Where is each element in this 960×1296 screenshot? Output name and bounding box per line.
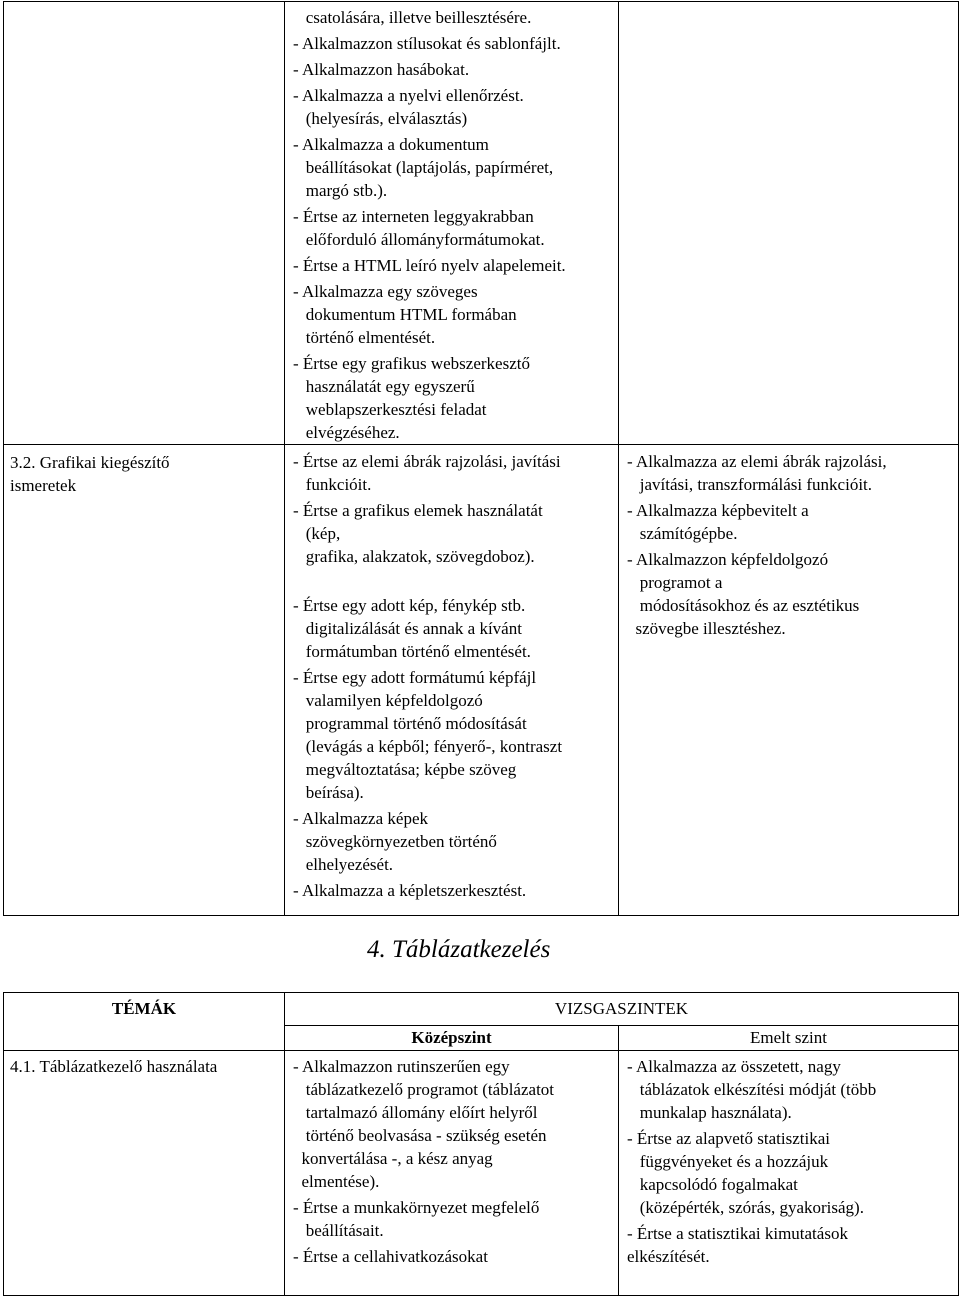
- header-levels-cell: [285, 993, 959, 1026]
- list-item: munkalap használata).: [627, 1103, 792, 1122]
- table-row: [4, 445, 959, 916]
- list-item: táblázatok elkészítési módját (több: [627, 1080, 877, 1099]
- list-item: - Értse egy adott formátumú képfájl: [293, 668, 537, 687]
- list-item: (helyesírás, elválasztás): [293, 109, 468, 128]
- list-item: - Értse az alapvető statisztikai: [627, 1129, 830, 1148]
- mid-level-list: [293, 1055, 612, 1268]
- topic-cell: [4, 1051, 285, 1296]
- header-adv: Emelt szint: [750, 1028, 827, 1047]
- adv-level-cell: [619, 1051, 959, 1296]
- adv-level-cell: [619, 445, 959, 916]
- curriculum-table-3: [3, 1, 959, 916]
- list-item: - Értse a HTML leíró nyelv alapelemeit.: [293, 256, 566, 275]
- adv-level-list: [627, 1055, 952, 1268]
- mid-level-list: [293, 6, 612, 444]
- list-item: - Alkalmazza képbevitelt a: [627, 501, 809, 520]
- list-item: beírása).: [293, 783, 364, 802]
- list-item: szövegbe illesztéshez.: [627, 619, 786, 638]
- list-item: beállításokat (laptájolás, papírméret,: [293, 158, 554, 177]
- list-item: módosításokhoz és az esztétikus: [627, 596, 860, 615]
- list-item: - Alkalmazza a képletszerkesztést.: [293, 881, 527, 900]
- mid-level-cell-top: [285, 2, 619, 445]
- list-item: (levágás a képből; fényerő-, kontraszt: [293, 737, 563, 756]
- list-item: konvertálása -, a kész anyag: [293, 1149, 493, 1168]
- list-item: formátumban történő elmentését.: [293, 642, 531, 661]
- list-item: - Alkalmazzon rutinszerűen egy: [293, 1057, 510, 1076]
- list-item: valamilyen képfeldolgozó: [293, 691, 483, 710]
- list-item: kapcsolódó fogalmakat: [627, 1175, 798, 1194]
- list-item: csatolására, illetve beillesztésére.: [293, 8, 532, 27]
- list-item: - Alkalmazzon képfeldolgozó: [627, 550, 829, 569]
- list-item: programot a: [627, 573, 723, 592]
- list-item: megváltoztatása; képbe szöveg: [293, 760, 517, 779]
- header-mid: Középszint: [411, 1028, 492, 1047]
- header-levels: VIZSGASZINTEK: [554, 999, 689, 1018]
- list-item: - Értse egy adott kép, fénykép stb.: [293, 596, 526, 615]
- mid-level-cell: [285, 445, 619, 916]
- list-item: - Értse a grafikus elemek használatát: [293, 501, 543, 520]
- list-item: - Értse egy grafikus webszerkesztő: [293, 354, 530, 373]
- header-topics-cell: [4, 993, 285, 1051]
- list-item: történő elmentését.: [293, 328, 436, 347]
- list-item: táblázatkezelő programot (táblázatot: [293, 1080, 555, 1099]
- header-adv-cell: [619, 1026, 959, 1051]
- mid-level-cell: [285, 1051, 619, 1296]
- header-topics: TÉMÁK: [111, 999, 177, 1018]
- curriculum-table-4: [3, 992, 959, 1296]
- list-item: elkészítését.: [627, 1247, 710, 1266]
- list-item: - Értse az elemi ábrák rajzolási, javítási: [293, 452, 561, 471]
- topic-cell-empty: [4, 2, 285, 445]
- list-item: szövegkörnyezetben történő: [293, 832, 497, 851]
- list-item: - Értse a munkakörnyezet megfelelő: [293, 1198, 540, 1217]
- list-item: - Alkalmazzon hasábokat.: [293, 60, 470, 79]
- table-header-row: [4, 993, 959, 1026]
- list-item: (középérték, szórás, gyakoriság).: [627, 1198, 864, 1217]
- list-item: elhelyezését.: [293, 855, 394, 874]
- list-item: - Alkalmazza az összetett, nagy: [627, 1057, 841, 1076]
- list-item: dokumentum HTML formában: [293, 305, 517, 324]
- list-item: - Alkalmazzon stílusokat és sablonfájlt.: [293, 34, 561, 53]
- list-item: - Értse a cellahivatkozásokat: [293, 1247, 488, 1266]
- list-item: - Alkalmazza a nyelvi ellenőrzést.: [293, 86, 524, 105]
- list-item: számítógépbe.: [627, 524, 738, 543]
- list-item: digitalizálását és annak a kívánt: [293, 619, 522, 638]
- adv-level-list: [627, 450, 952, 640]
- section-title: 4. Táblázatkezelés: [367, 936, 551, 963]
- list-item: grafika, alakzatok, szövegdoboz).: [293, 547, 535, 566]
- list-item: - Alkalmazza a dokumentum: [293, 135, 489, 154]
- list-item: történő beolvasása - szükség esetén: [293, 1126, 547, 1145]
- topic-cell: [4, 445, 285, 916]
- mid-level-list: [293, 450, 612, 902]
- list-item: - Alkalmazza képek: [293, 809, 428, 828]
- list-item: elmentése).: [293, 1172, 380, 1191]
- list-item: - Alkalmazza az elemi ábrák rajzolási,: [627, 452, 887, 471]
- list-item: elvégzéséhez.: [293, 423, 400, 442]
- list-item: (kép,: [293, 524, 341, 543]
- topic-label: 3.2. Grafikai kiegészítő ismeretek: [10, 453, 170, 495]
- list-item: margó stb.).: [293, 181, 388, 200]
- list-item: előforduló állományformátumokat.: [293, 230, 545, 249]
- list-item: függvényeket és a hozzájuk: [627, 1152, 829, 1171]
- header-mid-cell: [285, 1026, 619, 1051]
- table-row: [4, 1051, 959, 1296]
- list-item: programmal történő módosítását: [293, 714, 527, 733]
- list-item: beállításait.: [293, 1221, 384, 1240]
- table-row: [4, 2, 959, 445]
- adv-level-cell-empty: [619, 2, 959, 445]
- list-item: tartalmazó állomány előírt helyről: [293, 1103, 538, 1122]
- list-item: - Értse az interneten leggyakrabban: [293, 207, 534, 226]
- list-item: [293, 568, 612, 591]
- list-item: - Alkalmazza egy szöveges: [293, 282, 478, 301]
- list-item: - Értse a statisztikai kimutatások: [627, 1224, 848, 1243]
- topic-label: 4.1. Táblázatkezelő használata: [10, 1057, 218, 1076]
- list-item: weblapszerkesztési feladat: [293, 400, 487, 419]
- list-item: funkcióit.: [293, 475, 372, 494]
- list-item: javítási, transzformálási funkcióit.: [627, 475, 873, 494]
- list-item: használatát egy egyszerű: [293, 377, 475, 396]
